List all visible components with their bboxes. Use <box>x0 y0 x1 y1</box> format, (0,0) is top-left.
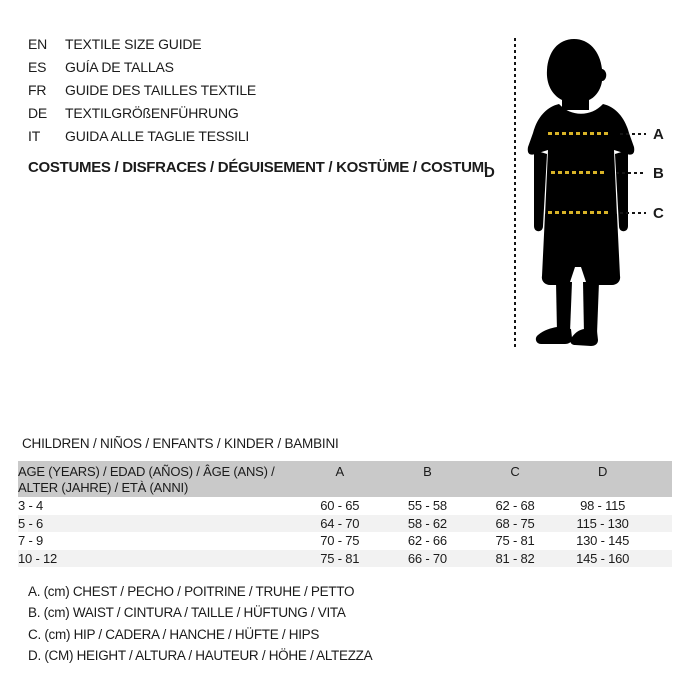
age-cell: 5 - 6 <box>18 515 44 531</box>
category-title: COSTUMES / DISFRACES / DÉGUISEMENT / KOSTÜME / COSTUMI <box>28 159 488 176</box>
age-cell: 3 - 4 <box>18 498 44 514</box>
chest-cell: 75 - 81 <box>320 550 360 566</box>
waist-cell: 55 - 58 <box>407 498 447 514</box>
table-row <box>18 497 672 515</box>
legend-height: D. (CM) HEIGHT / ALTURA / HAUTEUR / HÖHE / ALTEZZA <box>28 647 373 663</box>
age-cell: 10 - 12 <box>18 550 58 566</box>
column-header-c: C <box>510 464 520 479</box>
language-code: ES <box>28 59 47 75</box>
spacer-cell <box>646 497 672 515</box>
hip-cell: 62 - 68 <box>495 498 535 514</box>
spacer-cell <box>646 550 672 568</box>
waist-measure-dash <box>551 171 605 174</box>
height-cell: 145 - 160 <box>576 550 630 566</box>
height-cell: 130 - 145 <box>576 533 630 549</box>
language-title: GUIDA ALLE TAGLIE TESSILI <box>65 128 250 144</box>
hip-cell: 75 - 81 <box>495 533 535 549</box>
hip-leader-line <box>620 212 646 214</box>
legend-hip: C. (cm) HIP / CADERA / HANCHE / HÜFTE / HIPS <box>28 626 320 642</box>
language-title: TEXTILE SIZE GUIDE <box>65 36 202 52</box>
language-title: GUIDE DES TAILLES TEXTILE <box>65 82 257 98</box>
marker-c-label: C <box>653 205 664 222</box>
waist-cell: 58 - 62 <box>407 515 447 531</box>
chest-cell: 60 - 65 <box>320 498 360 514</box>
table-row <box>18 515 672 533</box>
chest-leader-line <box>620 133 646 135</box>
chest-cell: 70 - 75 <box>320 533 360 549</box>
child-silhouette <box>525 38 640 348</box>
height-dotted-line <box>514 38 516 348</box>
age-cell: 7 - 9 <box>18 533 44 549</box>
language-code: FR <box>28 82 47 98</box>
marker-d-label: D <box>484 164 495 181</box>
chest-measure-dash <box>548 132 609 135</box>
size-table <box>18 461 672 567</box>
age-header-line1: AGE (YEARS) / EDAD (AÑOS) / ÂGE (ANS) / <box>18 464 275 479</box>
marker-b-label: B <box>653 165 664 182</box>
hip-measure-dash <box>548 211 610 214</box>
legend-waist: B. (cm) WAIST / CINTURA / TAILLE / HÜFTUNG / VITA <box>28 605 346 621</box>
waist-cell: 62 - 66 <box>407 533 447 549</box>
spacer-cell <box>646 532 672 550</box>
language-title: TEXTILGRÖßENFÜHRUNG <box>65 105 239 121</box>
waist-leader-line <box>616 172 646 174</box>
marker-a-label: A <box>653 126 664 143</box>
table-row <box>18 532 672 550</box>
age-header-line2: ALTER (JAHRE) / ETÀ (ANNI) <box>18 480 189 495</box>
table-row <box>18 550 672 568</box>
language-code: EN <box>28 36 48 52</box>
height-cell: 98 - 115 <box>580 498 626 514</box>
age-column-header <box>18 461 296 497</box>
spacer-cell <box>646 461 672 497</box>
chest-cell: 64 - 70 <box>320 515 360 531</box>
measurement-legend <box>28 581 372 666</box>
column-header-b: B <box>423 464 432 479</box>
height-cell: 115 - 130 <box>576 515 629 531</box>
table-header-row <box>18 461 672 497</box>
language-title: GUÍA DE TALLAS <box>65 59 174 75</box>
language-code: IT <box>28 128 41 144</box>
waist-cell: 66 - 70 <box>407 550 447 566</box>
hip-cell: 68 - 75 <box>495 515 535 531</box>
legend-chest: A. (cm) CHEST / PECHO / POITRINE / TRUHE / PETTO <box>28 584 355 599</box>
language-code: DE <box>28 105 48 121</box>
children-section-title: CHILDREN / NIÑOS / ENFANTS / KINDER / BAMBINI <box>22 436 339 451</box>
column-header-a: A <box>335 464 344 479</box>
hip-cell: 81 - 82 <box>495 550 535 566</box>
spacer-cell <box>646 515 672 533</box>
column-header-d: D <box>598 464 608 479</box>
